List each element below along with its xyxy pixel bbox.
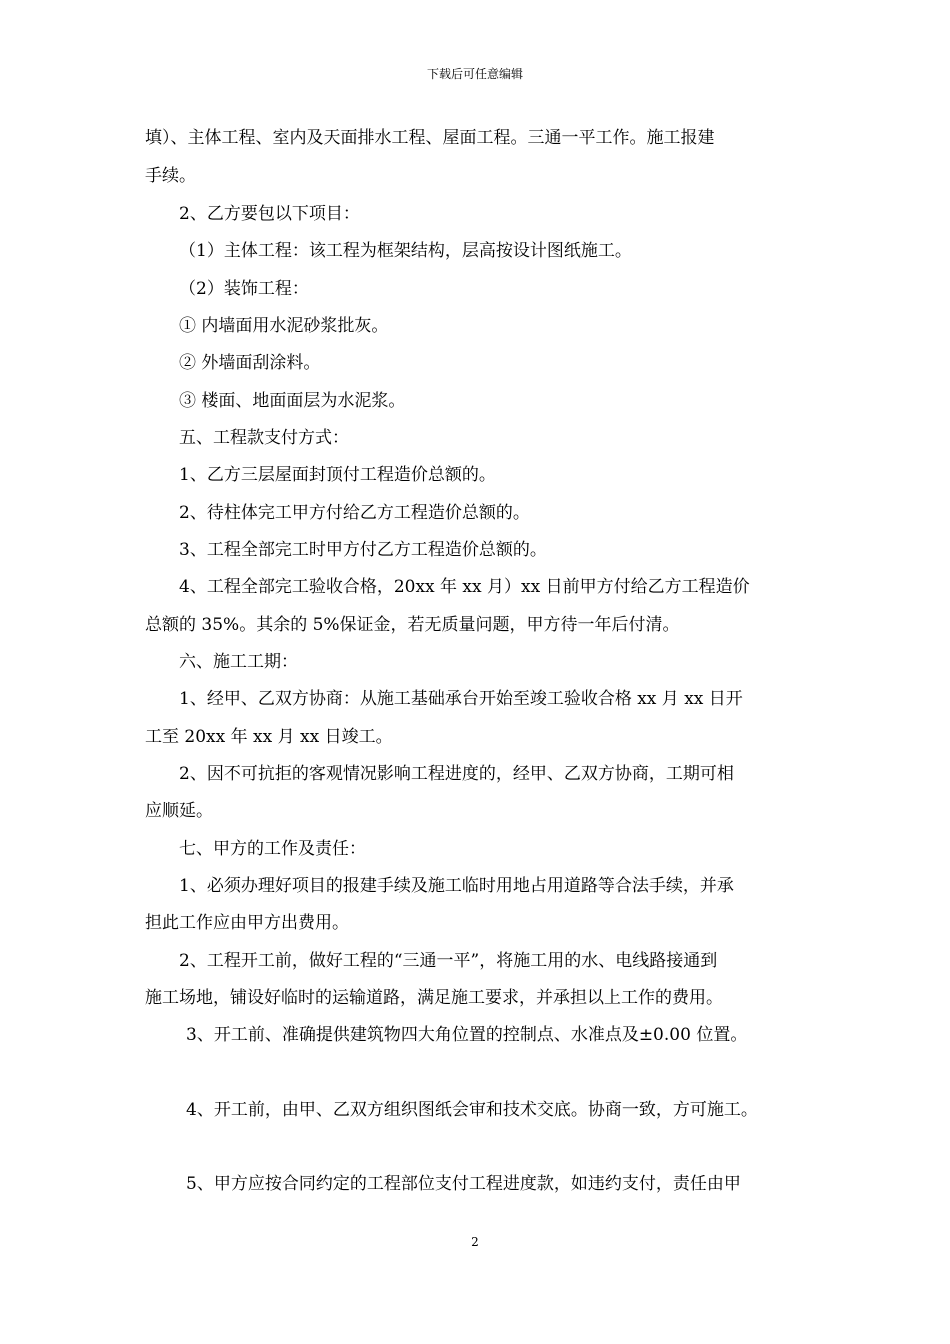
section-heading: 六、施工工期：	[179, 652, 298, 672]
section-heading: 五、工程款支付方式：	[179, 428, 349, 448]
page-header: 下载后可任意编辑	[426, 67, 523, 81]
page-number: 2	[471, 1235, 479, 1249]
text-line: 1、经甲、乙双方协商：从施工基础承台开始至竣工验收合格 xx 月 xx 日开	[179, 689, 743, 709]
text-line: 4、工程全部完工验收合格，20xx 年 xx 月）xx 日前甲方付给乙方工程造价	[179, 577, 750, 597]
text-line: 5、甲方应按合同约定的工程部位支付工程进度款，如违约支付，责任由甲	[186, 1174, 741, 1194]
text-line: 2、乙方要包以下项目：	[179, 204, 360, 224]
text-line: 担此工作应由甲方出费用。	[145, 913, 349, 933]
text-line: 2、工程开工前，做好工程的“三通一平”，将施工用的水、电线路接通到	[179, 951, 718, 971]
text-line: 3、工程全部完工时甲方付乙方工程造价总额的。	[179, 540, 547, 560]
text-line: （2）装饰工程：	[179, 279, 309, 299]
text-line: ③ 楼面、地面面层为水泥浆。	[179, 391, 406, 411]
text-line: 2、待柱体完工甲方付给乙方工程造价总额的。	[179, 503, 530, 523]
text-line: 手续。	[145, 166, 196, 186]
text-line: 总额的 35%。其余的 5%保证金，若无质量问题，甲方待一年后付清。	[145, 615, 680, 635]
text-line: 3、开工前、准确提供建筑物四大角位置的控制点、水准点及±0.00 位置。	[186, 1025, 748, 1045]
text-line: ② 外墙面刮涂料。	[179, 353, 321, 373]
text-line: ① 内墙面用水泥砂浆批灰。	[179, 316, 389, 336]
text-line: （1）主体工程：该工程为框架结构，层高按设计图纸施工。	[179, 241, 632, 261]
text-line: 2、因不可抗拒的客观情况影响工程进度的，经甲、乙双方协商，工期可相	[179, 764, 734, 784]
text-line: 1、乙方三层屋面封顶付工程造价总额的。	[179, 465, 496, 485]
text-line: 4、开工前，由甲、乙双方组织图纸会审和技术交底。协商一致，方可施工。	[186, 1100, 758, 1120]
section-heading: 七、甲方的工作及责任：	[179, 839, 366, 859]
text-line: 应顺延。	[145, 801, 213, 821]
text-line: 1、必须办理好项目的报建手续及施工临时用地占用道路等合法手续，并承	[179, 876, 734, 896]
text-line: 工至 20xx 年 xx 月 xx 日竣工。	[145, 727, 393, 747]
text-line: 填）、主体工程、室内及天面排水工程、屋面工程。三通一平工作。施工报建	[145, 128, 715, 148]
text-line: 施工场地，铺设好临时的运输道路，满足施工要求，并承担以上工作的费用。	[145, 988, 723, 1008]
